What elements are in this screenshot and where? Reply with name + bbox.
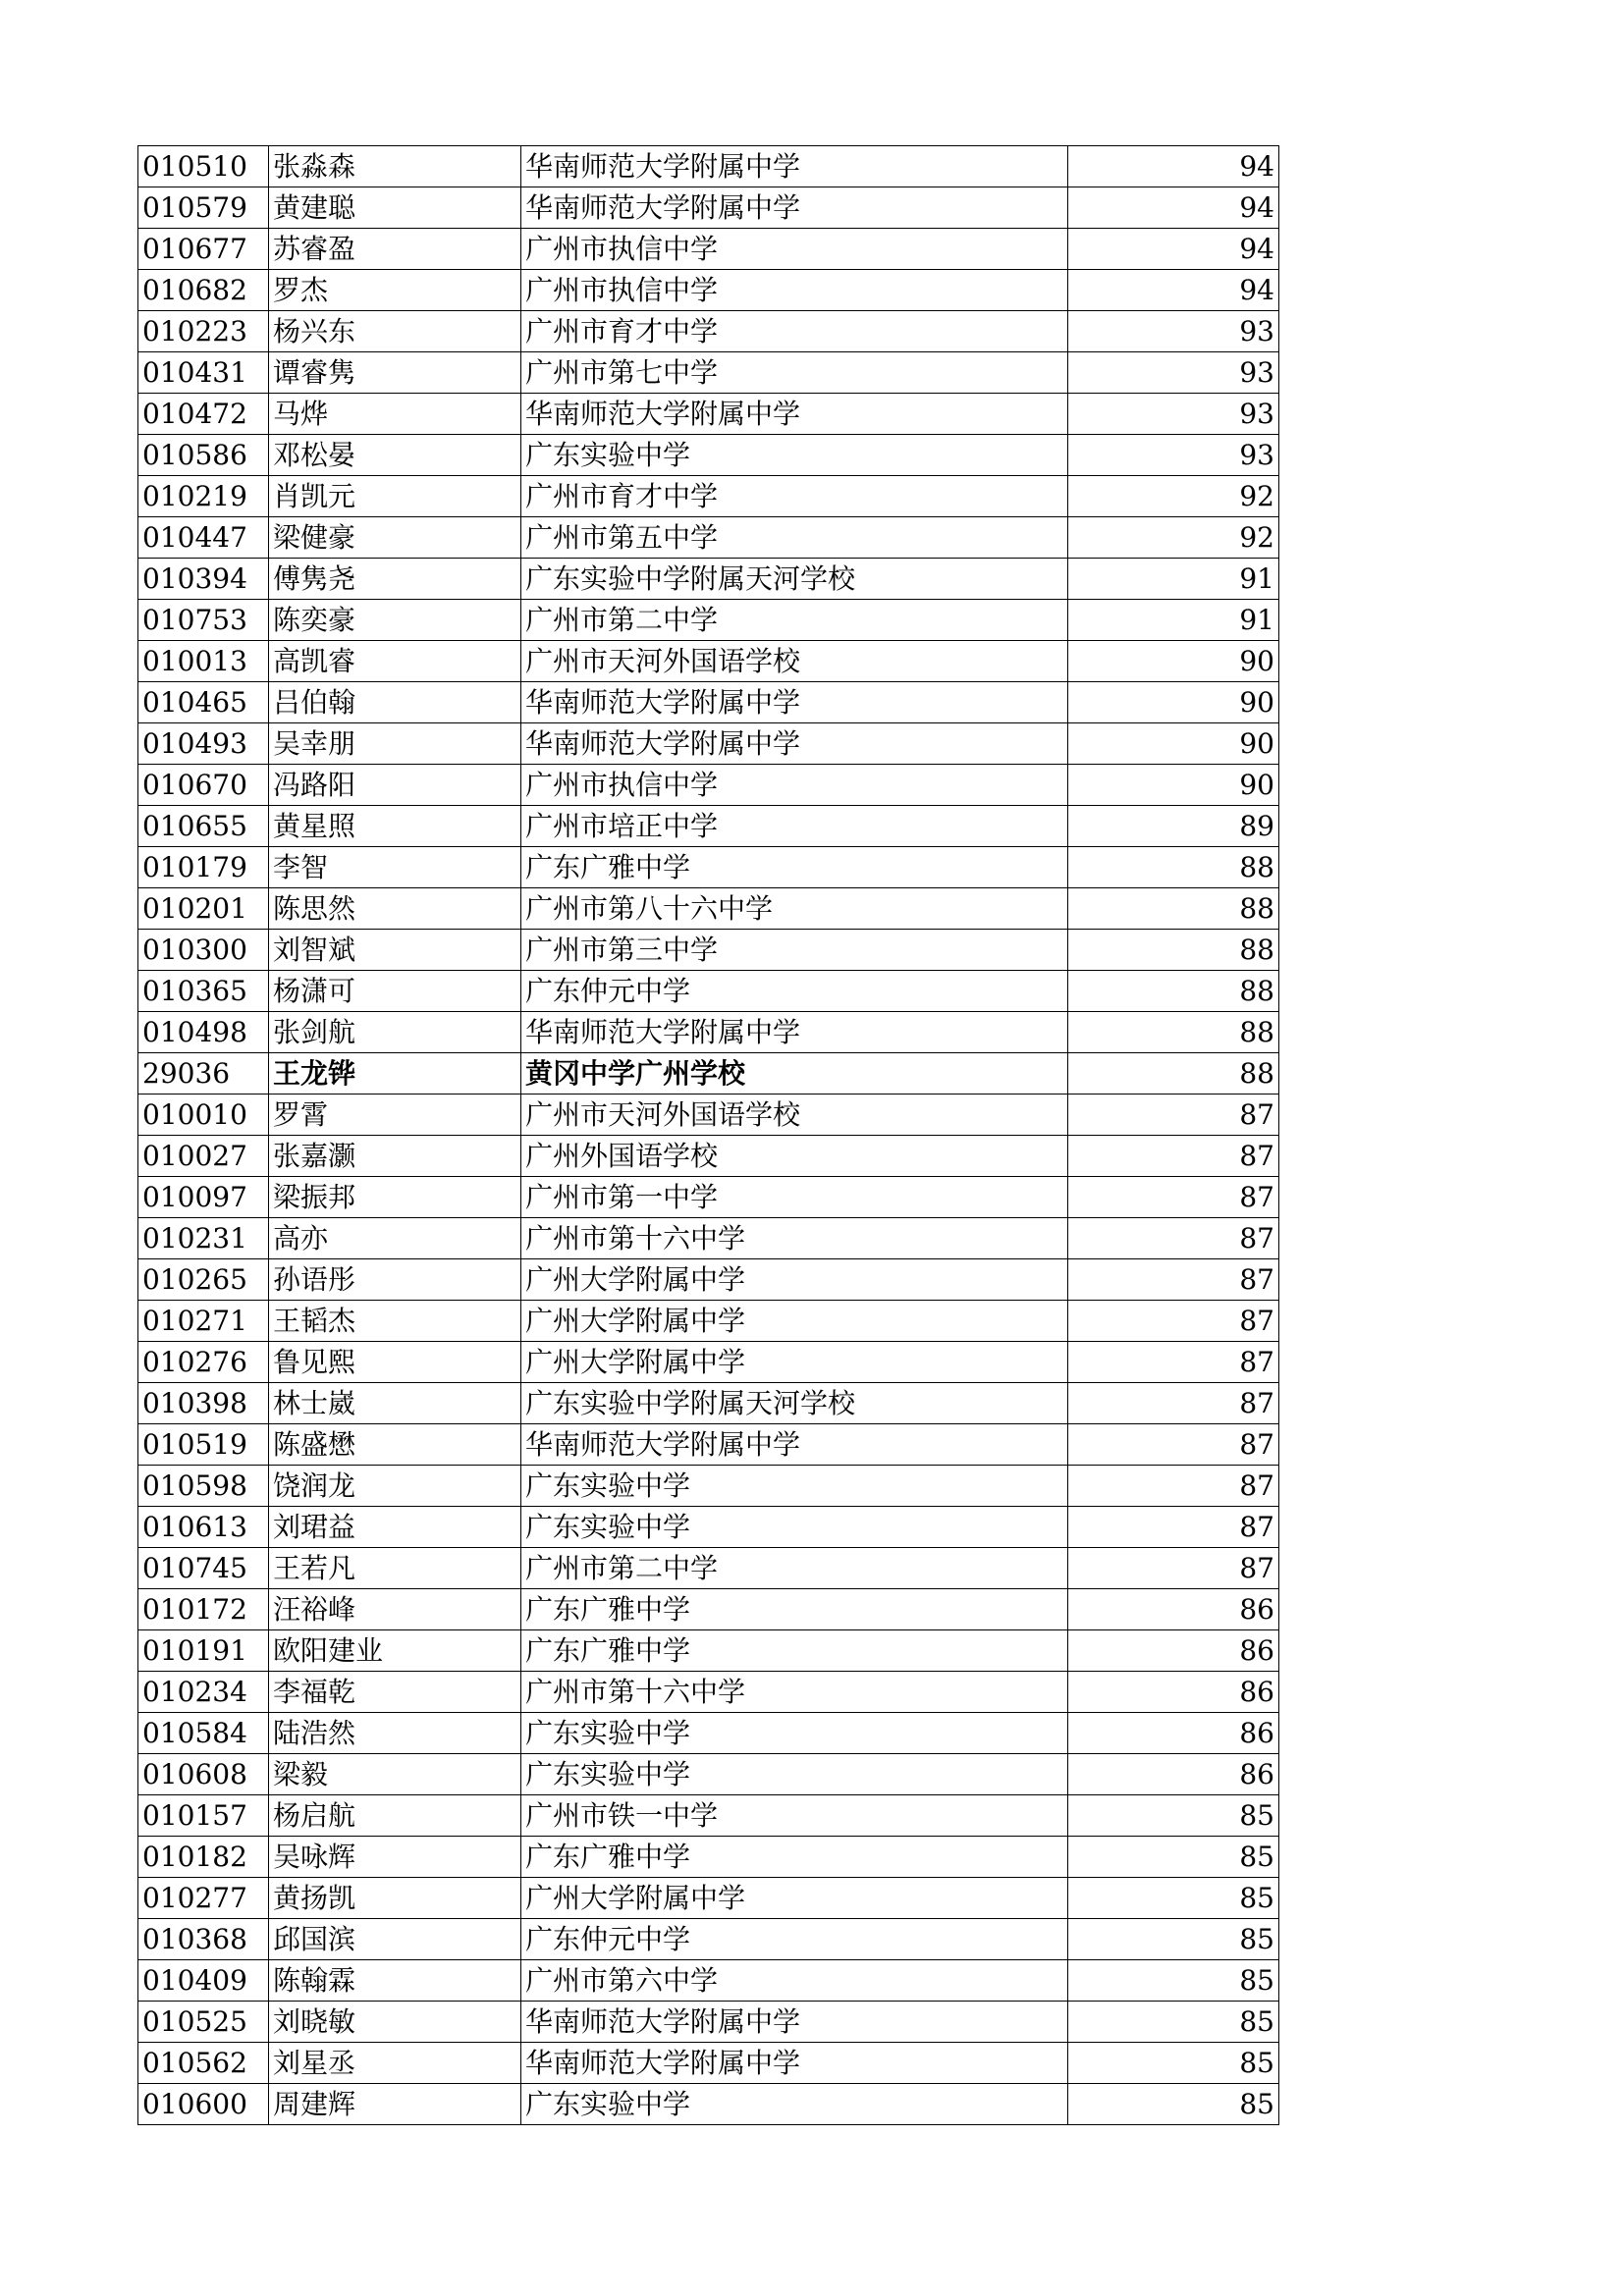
student-id-cell: 010182 — [138, 1837, 269, 1878]
student-id-cell: 010498 — [138, 1012, 269, 1053]
school-name-cell: 广东实验中学 — [521, 1754, 1068, 1795]
table-row — [138, 1466, 1279, 1507]
student-id-cell: 010157 — [138, 1795, 269, 1837]
table-row — [138, 1218, 1279, 1259]
table-row — [138, 682, 1279, 723]
score-cell: 87 — [1068, 1548, 1279, 1589]
school-name-cell: 广东实验中学附属天河学校 — [521, 1383, 1068, 1424]
school-name-cell: 华南师范大学附属中学 — [521, 1424, 1068, 1466]
student-id-cell: 29036 — [138, 1053, 269, 1095]
score-cell: 93 — [1068, 394, 1279, 435]
student-id-cell: 010586 — [138, 435, 269, 476]
student-name-cell: 陈翰霖 — [269, 1960, 521, 2002]
school-name-cell: 广州大学附属中学 — [521, 1342, 1068, 1383]
table-row — [138, 1672, 1279, 1713]
school-name-cell: 广东广雅中学 — [521, 1630, 1068, 1672]
student-name-cell: 汪裕峰 — [269, 1589, 521, 1630]
school-name-cell: 黄冈中学广州学校 — [521, 1053, 1068, 1095]
table-row — [138, 1548, 1279, 1589]
school-name-cell: 广州市天河外国语学校 — [521, 641, 1068, 682]
score-cell: 86 — [1068, 1630, 1279, 1672]
student-name-cell: 黄星照 — [269, 806, 521, 847]
student-name-cell: 欧阳建业 — [269, 1630, 521, 1672]
student-name-cell: 李智 — [269, 847, 521, 888]
table-row — [138, 270, 1279, 311]
student-name-cell: 梁毅 — [269, 1754, 521, 1795]
student-id-cell: 010231 — [138, 1218, 269, 1259]
student-id-cell: 010265 — [138, 1259, 269, 1301]
table-row — [138, 1342, 1279, 1383]
score-cell: 90 — [1068, 682, 1279, 723]
table-row — [138, 2084, 1279, 2125]
school-name-cell: 广州市第十六中学 — [521, 1672, 1068, 1713]
student-name-cell: 刘智斌 — [269, 930, 521, 971]
student-id-cell: 010409 — [138, 1960, 269, 2002]
table-row — [138, 765, 1279, 806]
student-id-cell: 010465 — [138, 682, 269, 723]
school-name-cell: 华南师范大学附属中学 — [521, 146, 1068, 187]
student-name-cell: 杨启航 — [269, 1795, 521, 1837]
score-cell: 94 — [1068, 270, 1279, 311]
student-name-cell: 李福乾 — [269, 1672, 521, 1713]
student-name-cell: 杨兴东 — [269, 311, 521, 352]
table-row — [138, 1837, 1279, 1878]
score-cell: 87 — [1068, 1301, 1279, 1342]
student-id-cell: 010431 — [138, 352, 269, 394]
score-cell: 94 — [1068, 229, 1279, 270]
school-name-cell: 广东实验中学 — [521, 1713, 1068, 1754]
student-id-cell: 010608 — [138, 1754, 269, 1795]
student-name-cell: 邱国滨 — [269, 1919, 521, 1960]
table-row — [138, 930, 1279, 971]
student-id-cell: 010493 — [138, 723, 269, 765]
table-row — [138, 1795, 1279, 1837]
score-cell: 85 — [1068, 2002, 1279, 2043]
score-cell: 88 — [1068, 1053, 1279, 1095]
student-name-cell: 苏睿盈 — [269, 229, 521, 270]
table-row — [138, 311, 1279, 352]
student-id-cell: 010300 — [138, 930, 269, 971]
score-cell: 87 — [1068, 1424, 1279, 1466]
score-cell: 85 — [1068, 1960, 1279, 2002]
score-cell: 88 — [1068, 1012, 1279, 1053]
student-name-cell: 马烨 — [269, 394, 521, 435]
student-name-cell: 张嘉灏 — [269, 1136, 521, 1177]
school-name-cell: 广州市育才中学 — [521, 311, 1068, 352]
student-name-cell: 陈思然 — [269, 888, 521, 930]
score-cell: 85 — [1068, 2084, 1279, 2125]
student-id-cell: 010562 — [138, 2043, 269, 2084]
table-row — [138, 1383, 1279, 1424]
student-name-cell: 饶润龙 — [269, 1466, 521, 1507]
score-cell: 94 — [1068, 187, 1279, 229]
school-name-cell: 广州市育才中学 — [521, 476, 1068, 517]
table-row — [138, 394, 1279, 435]
school-name-cell: 广东实验中学 — [521, 2084, 1068, 2125]
student-name-cell: 邓松晏 — [269, 435, 521, 476]
table-row — [138, 435, 1279, 476]
student-id-cell: 010172 — [138, 1589, 269, 1630]
student-name-cell: 高凯睿 — [269, 641, 521, 682]
school-name-cell: 广州市第六中学 — [521, 1960, 1068, 2002]
school-name-cell: 广东实验中学附属天河学校 — [521, 559, 1068, 600]
table-row — [138, 146, 1279, 187]
table-row — [138, 847, 1279, 888]
student-name-cell: 陈奕豪 — [269, 600, 521, 641]
student-id-cell: 010519 — [138, 1424, 269, 1466]
student-name-cell: 王龙铧 — [269, 1053, 521, 1095]
student-name-cell: 陆浩然 — [269, 1713, 521, 1754]
student-id-cell: 010745 — [138, 1548, 269, 1589]
score-cell: 90 — [1068, 765, 1279, 806]
score-cell: 85 — [1068, 1878, 1279, 1919]
table-row — [138, 806, 1279, 847]
table-row — [138, 187, 1279, 229]
table-row — [138, 1919, 1279, 1960]
student-name-cell: 陈盛懋 — [269, 1424, 521, 1466]
score-cell: 87 — [1068, 1342, 1279, 1383]
student-id-cell: 010191 — [138, 1630, 269, 1672]
score-cell: 87 — [1068, 1095, 1279, 1136]
student-id-cell: 010013 — [138, 641, 269, 682]
school-name-cell: 广东广雅中学 — [521, 1837, 1068, 1878]
table-row — [138, 1507, 1279, 1548]
score-cell: 94 — [1068, 146, 1279, 187]
student-name-cell: 高亦 — [269, 1218, 521, 1259]
student-name-cell: 吴咏辉 — [269, 1837, 521, 1878]
score-cell: 87 — [1068, 1466, 1279, 1507]
student-name-cell: 鲁见熙 — [269, 1342, 521, 1383]
table-row — [138, 1053, 1279, 1095]
school-name-cell: 广州市第七中学 — [521, 352, 1068, 394]
school-name-cell: 广州市第二中学 — [521, 1548, 1068, 1589]
student-id-cell: 010584 — [138, 1713, 269, 1754]
student-id-cell: 010398 — [138, 1383, 269, 1424]
student-id-cell: 010365 — [138, 971, 269, 1012]
student-id-cell: 010613 — [138, 1507, 269, 1548]
school-name-cell: 广东实验中学 — [521, 1466, 1068, 1507]
score-cell: 92 — [1068, 517, 1279, 559]
table-row — [138, 971, 1279, 1012]
results-table — [137, 145, 1279, 2125]
score-cell: 88 — [1068, 930, 1279, 971]
school-name-cell: 华南师范大学附属中学 — [521, 2043, 1068, 2084]
school-name-cell: 华南师范大学附属中学 — [521, 394, 1068, 435]
school-name-cell: 广东实验中学 — [521, 435, 1068, 476]
school-name-cell: 广州大学附属中学 — [521, 1878, 1068, 1919]
table-row — [138, 1713, 1279, 1754]
student-name-cell: 傅隽尧 — [269, 559, 521, 600]
table-row — [138, 1589, 1279, 1630]
student-id-cell: 010598 — [138, 1466, 269, 1507]
student-id-cell: 010682 — [138, 270, 269, 311]
school-name-cell: 广州市第十六中学 — [521, 1218, 1068, 1259]
school-name-cell: 广州市天河外国语学校 — [521, 1095, 1068, 1136]
student-name-cell: 罗霄 — [269, 1095, 521, 1136]
student-id-cell: 010368 — [138, 1919, 269, 1960]
school-name-cell: 广州市第三中学 — [521, 930, 1068, 971]
school-name-cell: 广州市执信中学 — [521, 765, 1068, 806]
score-cell: 87 — [1068, 1383, 1279, 1424]
score-cell: 91 — [1068, 600, 1279, 641]
score-cell: 88 — [1068, 847, 1279, 888]
score-cell: 86 — [1068, 1713, 1279, 1754]
results-table-body — [138, 146, 1279, 2125]
score-cell: 91 — [1068, 559, 1279, 600]
school-name-cell: 华南师范大学附属中学 — [521, 2002, 1068, 2043]
student-id-cell: 010753 — [138, 600, 269, 641]
table-row — [138, 1012, 1279, 1053]
score-cell: 85 — [1068, 1837, 1279, 1878]
school-name-cell: 广东广雅中学 — [521, 847, 1068, 888]
student-id-cell: 010277 — [138, 1878, 269, 1919]
table-row — [138, 1630, 1279, 1672]
table-row — [138, 641, 1279, 682]
table-row — [138, 1177, 1279, 1218]
student-id-cell: 010677 — [138, 229, 269, 270]
table-row — [138, 1424, 1279, 1466]
student-id-cell: 010271 — [138, 1301, 269, 1342]
table-row — [138, 352, 1279, 394]
table-row — [138, 229, 1279, 270]
student-name-cell: 冯路阳 — [269, 765, 521, 806]
student-name-cell: 刘珺益 — [269, 1507, 521, 1548]
student-id-cell: 010472 — [138, 394, 269, 435]
score-cell: 93 — [1068, 352, 1279, 394]
student-id-cell: 010670 — [138, 765, 269, 806]
school-name-cell: 广州市第五中学 — [521, 517, 1068, 559]
table-row — [138, 1960, 1279, 2002]
school-name-cell: 广州大学附属中学 — [521, 1259, 1068, 1301]
table-row — [138, 1095, 1279, 1136]
score-cell: 92 — [1068, 476, 1279, 517]
school-name-cell: 广州市第八十六中学 — [521, 888, 1068, 930]
student-name-cell: 吕伯翰 — [269, 682, 521, 723]
student-id-cell: 010600 — [138, 2084, 269, 2125]
student-name-cell: 肖凯元 — [269, 476, 521, 517]
table-row — [138, 476, 1279, 517]
table-row — [138, 2043, 1279, 2084]
student-name-cell: 黄建聪 — [269, 187, 521, 229]
score-cell: 87 — [1068, 1507, 1279, 1548]
score-cell: 85 — [1068, 2043, 1279, 2084]
score-cell: 93 — [1068, 311, 1279, 352]
table-row — [138, 600, 1279, 641]
table-row — [138, 1878, 1279, 1919]
school-name-cell: 广州市第二中学 — [521, 600, 1068, 641]
table-row — [138, 723, 1279, 765]
student-id-cell: 010234 — [138, 1672, 269, 1713]
student-name-cell: 刘晓敏 — [269, 2002, 521, 2043]
school-name-cell: 广东广雅中学 — [521, 1589, 1068, 1630]
score-cell: 87 — [1068, 1177, 1279, 1218]
student-id-cell: 010276 — [138, 1342, 269, 1383]
school-name-cell: 华南师范大学附属中学 — [521, 1012, 1068, 1053]
student-name-cell: 张淼森 — [269, 146, 521, 187]
school-name-cell: 广州大学附属中学 — [521, 1301, 1068, 1342]
score-cell: 85 — [1068, 1919, 1279, 1960]
student-id-cell: 010179 — [138, 847, 269, 888]
student-id-cell: 010010 — [138, 1095, 269, 1136]
score-cell: 86 — [1068, 1754, 1279, 1795]
student-name-cell: 王若凡 — [269, 1548, 521, 1589]
table-row — [138, 1301, 1279, 1342]
school-name-cell: 华南师范大学附属中学 — [521, 682, 1068, 723]
student-id-cell: 010510 — [138, 146, 269, 187]
student-id-cell: 010579 — [138, 187, 269, 229]
student-name-cell: 王韬杰 — [269, 1301, 521, 1342]
score-cell: 87 — [1068, 1136, 1279, 1177]
score-cell: 86 — [1068, 1672, 1279, 1713]
student-name-cell: 周建辉 — [269, 2084, 521, 2125]
student-name-cell: 黄扬凯 — [269, 1878, 521, 1919]
school-name-cell: 广州市铁一中学 — [521, 1795, 1068, 1837]
student-name-cell: 林士崴 — [269, 1383, 521, 1424]
student-id-cell: 010097 — [138, 1177, 269, 1218]
school-name-cell: 广州市培正中学 — [521, 806, 1068, 847]
student-name-cell: 刘星丞 — [269, 2043, 521, 2084]
table-row — [138, 559, 1279, 600]
student-id-cell: 010223 — [138, 311, 269, 352]
student-id-cell: 010027 — [138, 1136, 269, 1177]
table-row — [138, 517, 1279, 559]
score-cell: 85 — [1068, 1795, 1279, 1837]
school-name-cell: 广东仲元中学 — [521, 971, 1068, 1012]
school-name-cell: 广州市执信中学 — [521, 229, 1068, 270]
school-name-cell: 华南师范大学附属中学 — [521, 723, 1068, 765]
student-name-cell: 杨潇可 — [269, 971, 521, 1012]
score-cell: 90 — [1068, 723, 1279, 765]
student-id-cell: 010447 — [138, 517, 269, 559]
score-cell: 88 — [1068, 971, 1279, 1012]
student-name-cell: 张剑航 — [269, 1012, 521, 1053]
table-row — [138, 1136, 1279, 1177]
student-id-cell: 010219 — [138, 476, 269, 517]
score-cell: 93 — [1068, 435, 1279, 476]
table-row — [138, 888, 1279, 930]
student-name-cell: 谭睿隽 — [269, 352, 521, 394]
score-cell: 87 — [1068, 1259, 1279, 1301]
student-name-cell: 罗杰 — [269, 270, 521, 311]
table-row — [138, 2002, 1279, 2043]
score-cell: 87 — [1068, 1218, 1279, 1259]
student-id-cell: 010201 — [138, 888, 269, 930]
school-name-cell: 广东实验中学 — [521, 1507, 1068, 1548]
school-name-cell: 广州市执信中学 — [521, 270, 1068, 311]
school-name-cell: 广东仲元中学 — [521, 1919, 1068, 1960]
score-cell: 86 — [1068, 1589, 1279, 1630]
student-id-cell: 010655 — [138, 806, 269, 847]
school-name-cell: 广州市第一中学 — [521, 1177, 1068, 1218]
student-id-cell: 010525 — [138, 2002, 269, 2043]
student-name-cell: 梁振邦 — [269, 1177, 521, 1218]
table-row — [138, 1259, 1279, 1301]
student-name-cell: 梁健豪 — [269, 517, 521, 559]
school-name-cell: 华南师范大学附属中学 — [521, 187, 1068, 229]
score-cell: 89 — [1068, 806, 1279, 847]
student-name-cell: 孙语彤 — [269, 1259, 521, 1301]
score-cell: 90 — [1068, 641, 1279, 682]
school-name-cell: 广州外国语学校 — [521, 1136, 1068, 1177]
student-id-cell: 010394 — [138, 559, 269, 600]
score-cell: 88 — [1068, 888, 1279, 930]
student-name-cell: 吴幸朋 — [269, 723, 521, 765]
table-row — [138, 1754, 1279, 1795]
